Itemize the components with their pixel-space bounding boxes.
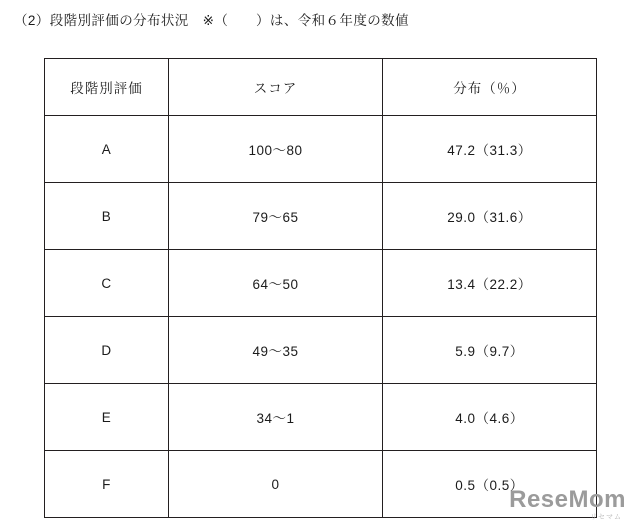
cell-grade: A [45,116,169,183]
cell-distribution: 13.4（22.2） [383,250,597,317]
table-header [45,59,597,116]
grade-distribution-table [44,58,597,518]
watermark-sub-text: リセマム [590,514,622,521]
cell-score: 100〜80 [169,116,383,183]
cell-score: 64〜50 [169,250,383,317]
cell-distribution: 0.5（0.5） [383,451,597,518]
watermark [509,488,626,521]
cell-grade: F [45,451,169,518]
table-row [45,183,597,250]
cell-grade: C [45,250,169,317]
cell-score: 34〜1 [169,384,383,451]
cell-score: 49〜35 [169,317,383,384]
column-header-distribution: 分布（％） [383,59,597,116]
watermark-main-text: ReseMom [509,486,626,513]
cell-grade: E [45,384,169,451]
table-body [45,116,597,518]
table-row [45,250,597,317]
cell-grade: D [45,317,169,384]
section-caption: （2）段階別評価の分布状況 ※（ ）は、令和６年度の数値 [14,13,409,28]
cell-score: 79〜65 [169,183,383,250]
column-header-score: スコア [169,59,383,116]
table-row [45,384,597,451]
cell-grade: B [45,183,169,250]
cell-distribution: 29.0（31.6） [383,183,597,250]
table-header-row [45,59,597,116]
cell-distribution: 47.2（31.3） [383,116,597,183]
table-row [45,116,597,183]
table-row [45,317,597,384]
cell-distribution: 4.0（4.6） [383,384,597,451]
column-header-grade: 段階別評価 [45,59,169,116]
cell-distribution: 5.9（9.7） [383,317,597,384]
cell-score: 0 [169,451,383,518]
